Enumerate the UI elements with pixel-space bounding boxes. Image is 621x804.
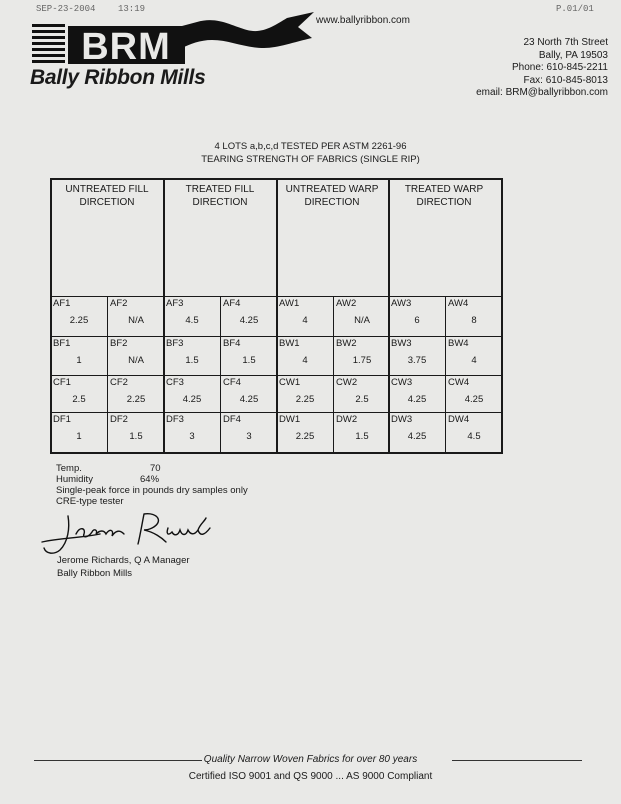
sample-id: BF3 <box>166 338 184 349</box>
tear-strength-value: 6 <box>414 315 420 326</box>
sample-id: AF4 <box>223 298 241 309</box>
footer-certification: Certified ISO 9001 and QS 9000 ... AS 9000 Compliant <box>188 771 433 782</box>
tear-strength-value: 4 <box>302 315 308 326</box>
humidity-value: 64% <box>140 474 160 485</box>
sample-id: DW2 <box>336 414 358 425</box>
sample-id: DW4 <box>448 414 470 425</box>
sample-id: AF1 <box>53 298 71 309</box>
sample-id: CW4 <box>448 377 470 388</box>
tear-strength-value: 1.5 <box>355 431 369 442</box>
sample-id: DW3 <box>391 414 413 425</box>
tear-strength-value: 1.5 <box>129 431 143 442</box>
fax-page: P.01/01 <box>556 4 594 14</box>
tear-strength-value: 4.5 <box>467 431 481 442</box>
tear-strength-value: 4.25 <box>407 431 427 442</box>
tear-strength-value: N/A <box>354 315 370 326</box>
footer-tagline: Quality Narrow Woven Fabrics for over 80 years <box>203 754 418 765</box>
tear-strength-value: 1.5 <box>242 355 256 366</box>
group-header-treated-warp: TREATED WARP DIRECTION <box>404 184 484 208</box>
handwritten-signature <box>40 508 220 558</box>
sample-id: BF2 <box>110 338 128 349</box>
sample-id: AW3 <box>391 298 412 309</box>
company-website[interactable]: www.ballyribbon.com <box>316 15 410 26</box>
sample-id: CF3 <box>166 377 184 388</box>
tear-strength-value: 1 <box>76 431 82 442</box>
sample-id: CF1 <box>53 377 71 388</box>
tear-strength-value: 1.5 <box>185 355 199 366</box>
sample-id: CF4 <box>223 377 241 388</box>
group-header-untreated-warp: UNTREATED WARP DIRECTION <box>285 184 379 208</box>
tear-strength-value: 2.25 <box>295 394 315 405</box>
sample-id: CW1 <box>279 377 301 388</box>
signatory <box>57 554 190 580</box>
address-phone: Phone: 610-845-2211 <box>511 62 608 73</box>
sample-id: BW3 <box>391 338 412 349</box>
tear-strength-value: 4.5 <box>185 315 199 326</box>
tear-strength-value: 4 <box>302 355 308 366</box>
sample-id: CW3 <box>391 377 413 388</box>
tear-strength-value: 4 <box>471 355 477 366</box>
sample-id: DF4 <box>223 414 241 425</box>
group-header-treated-fill: TREATED FILL DIRECTION <box>185 184 255 208</box>
signer-name-title: Jerome Richards, Q A Manager <box>57 555 190 566</box>
sample-id: AW2 <box>336 298 357 309</box>
tear-strength-value: 4.25 <box>239 394 259 405</box>
tear-strength-value: 4.25 <box>407 394 427 405</box>
table-row-divider <box>50 336 501 337</box>
sample-id: CF2 <box>110 377 128 388</box>
sample-id: BW2 <box>336 338 357 349</box>
tear-strength-value: N/A <box>128 355 144 366</box>
tear-strength-value: 2.25 <box>126 394 146 405</box>
table-cell-divider <box>445 296 446 452</box>
tear-strength-value: 2.25 <box>69 315 89 326</box>
address-fax: Fax: 610-845-8013 <box>523 74 608 86</box>
tear-strength-value: 3.75 <box>407 355 427 366</box>
sample-id: DW1 <box>279 414 301 425</box>
tear-strength-value: 4.25 <box>182 394 202 405</box>
table-row-divider <box>50 296 501 297</box>
tear-strength-value: 3 <box>246 431 252 442</box>
company-name: Bally Ribbon Mills <box>30 66 206 89</box>
sample-id: DF2 <box>110 414 128 425</box>
note-tester: CRE-type tester <box>56 496 124 507</box>
humidity-label: Humidity <box>56 474 93 485</box>
table-cell-divider <box>220 296 221 452</box>
report-subheading: TEARING STRENGTH OF FABRICS (SINGLE RIP) <box>201 154 420 165</box>
sample-id: AW4 <box>448 298 469 309</box>
table-row-divider <box>50 375 501 376</box>
tear-strength-value: 2.5 <box>72 394 86 405</box>
sample-id: DF3 <box>166 414 184 425</box>
table-cell-divider <box>107 296 108 452</box>
table-row-divider <box>50 412 501 413</box>
temp-value: 70 <box>150 463 161 474</box>
tear-strength-value: N/A <box>128 315 144 326</box>
tear-strength-value: 1 <box>76 355 82 366</box>
group-header-untreated-fill: UNTREATED FILL DIRCETION <box>65 184 149 208</box>
fax-date: SEP-23-2004 <box>36 4 96 14</box>
test-conditions <box>56 463 248 507</box>
temp-label: Temp. <box>56 463 82 474</box>
brm-logo <box>32 12 322 70</box>
sample-id: AF3 <box>166 298 184 309</box>
tear-strength-value: 4.25 <box>464 394 484 405</box>
tear-strength-value: 4.25 <box>239 315 259 326</box>
sample-id: BW1 <box>279 338 300 349</box>
fax-time: 13:19 <box>118 4 146 14</box>
sample-id: CW2 <box>336 377 358 388</box>
sample-id: BW4 <box>448 338 469 349</box>
tear-strength-value: 8 <box>471 315 477 326</box>
tear-strength-value: 1.75 <box>352 355 372 366</box>
table-group-divider <box>501 178 503 454</box>
sample-id: BF4 <box>223 338 241 349</box>
company-address <box>476 37 608 100</box>
sample-id: AW1 <box>279 298 300 309</box>
address-street: 23 North 7th Street <box>523 37 608 48</box>
sample-id: DF1 <box>53 414 71 425</box>
address-email[interactable]: email: BRM@ballyribbon.com <box>476 87 608 98</box>
tear-strength-value: 2.25 <box>295 431 315 442</box>
tear-strength-value: 2.5 <box>355 394 369 405</box>
tear-strength-value: 3 <box>189 431 195 442</box>
address-city: Bally, PA 19503 <box>538 49 608 61</box>
logo-text: BRM <box>81 26 171 68</box>
sample-id: BF1 <box>53 338 71 349</box>
report-heading: 4 LOTS a,b,c,d TESTED PER ASTM 2261-96 <box>214 141 407 152</box>
signer-company: Bally Ribbon Mills <box>57 568 132 579</box>
note-force: Single-peak force in pounds dry samples only <box>56 485 248 496</box>
sample-id: AF2 <box>110 298 128 309</box>
table-cell-divider <box>333 296 334 452</box>
